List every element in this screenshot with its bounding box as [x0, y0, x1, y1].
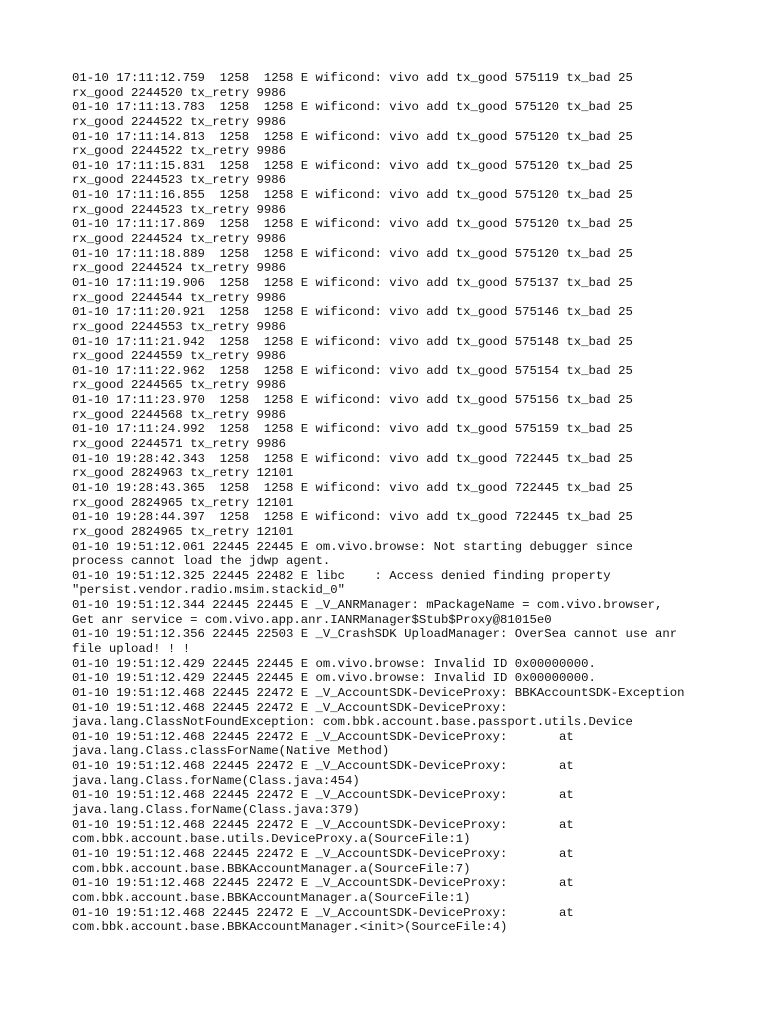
log-line: 01-10 19:51:12.468 22445 22472 E _V_AccountSDK-DeviceProxy:: [72, 700, 508, 715]
log-line: 01-10 19:51:12.468 22445 22472 E _V_AccountSDK-DeviceProxy: at: [72, 759, 574, 774]
log-line: 01-10 19:51:12.468 22445 22472 E _V_AccountSDK-DeviceProxy: at: [72, 817, 574, 832]
log-line: 01-10 17:11:20.921 1258 1258 E wificond: vivo add tx_good 575146 tx_bad 25: [72, 305, 633, 320]
log-line: rx_good 2824965 tx_retry 12101: [72, 495, 294, 510]
log-line: 01-10 17:11:23.970 1258 1258 E wificond: vivo add tx_good 575156 tx_bad 25: [72, 393, 633, 408]
log-line: com.bbk.account.base.BBKAccountManager.a(SourceFile:7): [72, 861, 471, 876]
log-line: 01-10 19:28:43.365 1258 1258 E wificond: vivo add tx_good 722445 tx_bad 25: [72, 480, 633, 495]
log-line: 01-10 19:51:12.468 22445 22472 E _V_AccountSDK-DeviceProxy: at: [72, 729, 574, 744]
log-line: rx_good 2244524 tx_retry 9986: [72, 232, 287, 247]
log-line: 01-10 19:51:12.468 22445 22472 E _V_AccountSDK-DeviceProxy: at: [72, 788, 574, 803]
log-line: 01-10 19:51:12.061 22445 22445 E om.vivo.browse: Not starting debugger since: [72, 539, 633, 554]
log-line: 01-10 17:11:14.813 1258 1258 E wificond: vivo add tx_good 575120 tx_bad 25: [72, 129, 633, 144]
log-line: java.lang.ClassNotFoundException: com.bbk.account.base.passport.utils.Device: [72, 715, 633, 730]
log-line: Get anr service = com.vivo.app.anr.IANRManager$Stub$Proxy@81015e0: [72, 612, 552, 627]
log-line: 01-10 17:11:16.855 1258 1258 E wificond: vivo add tx_good 575120 tx_bad 25: [72, 188, 633, 203]
log-line: 01-10 19:51:12.468 22445 22472 E _V_AccountSDK-DeviceProxy: at: [72, 905, 574, 920]
log-line: rx_good 2244524 tx_retry 9986: [72, 261, 287, 276]
log-line: 01-10 19:51:12.468 22445 22472 E _V_AccountSDK-DeviceProxy: at: [72, 846, 574, 861]
log-line: 01-10 19:51:12.429 22445 22445 E om.vivo.browse: Invalid ID 0x00000000.: [72, 656, 596, 671]
log-line: rx_good 2824965 tx_retry 12101: [72, 524, 294, 539]
log-line: rx_good 2244522 tx_retry 9986: [72, 144, 287, 159]
log-line: 01-10 17:11:13.783 1258 1258 E wificond: vivo add tx_good 575120 tx_bad 25: [72, 100, 633, 115]
log-line: rx_good 2244520 tx_retry 9986: [72, 85, 287, 100]
log-line: rx_good 2824963 tx_retry 12101: [72, 466, 294, 481]
log-line: 01-10 19:28:44.397 1258 1258 E wificond: vivo add tx_good 722445 tx_bad 25: [72, 510, 633, 525]
log-line: 01-10 17:11:18.889 1258 1258 E wificond: vivo add tx_good 575120 tx_bad 25: [72, 246, 633, 261]
log-line: "persist.vendor.radio.msim.stackid_0": [72, 583, 346, 598]
log-line: 01-10 17:11:19.906 1258 1258 E wificond: vivo add tx_good 575137 tx_bad 25: [72, 275, 633, 290]
log-line: rx_good 2244523 tx_retry 9986: [72, 173, 287, 188]
log-line: rx_good 2244568 tx_retry 9986: [72, 407, 287, 422]
log-line: java.lang.Class.classForName(Native Method): [72, 744, 390, 759]
log-line: process cannot load the jdwp agent.: [72, 554, 331, 569]
log-line: 01-10 19:51:12.325 22445 22482 E libc : Access denied finding property: [72, 568, 611, 583]
log-line: java.lang.Class.forName(Class.java:379): [72, 803, 360, 818]
log-line: file upload! ! !: [72, 641, 191, 656]
log-line: rx_good 2244523 tx_retry 9986: [72, 202, 287, 217]
log-line: 01-10 19:28:42.343 1258 1258 E wificond: vivo add tx_good 722445 tx_bad 25: [72, 451, 633, 466]
log-line: 01-10 17:11:21.942 1258 1258 E wificond: vivo add tx_good 575148 tx_bad 25: [72, 334, 633, 349]
log-line: 01-10 19:51:12.468 22445 22472 E _V_AccountSDK-DeviceProxy: BBKAccountSDK-Exception: [72, 685, 685, 700]
log-line: 01-10 19:51:12.356 22445 22503 E _V_CrashSDK UploadManager: OverSea cannot use anr: [72, 627, 678, 642]
log-line: 01-10 17:11:22.962 1258 1258 E wificond: vivo add tx_good 575154 tx_bad 25: [72, 363, 633, 378]
log-line: 01-10 19:51:12.429 22445 22445 E om.vivo.browse: Invalid ID 0x00000000.: [72, 671, 596, 686]
log-line: 01-10 17:11:17.869 1258 1258 E wificond: vivo add tx_good 575120 tx_bad 25: [72, 217, 633, 232]
log-line: rx_good 2244544 tx_retry 9986: [72, 290, 287, 305]
log-line: 01-10 17:11:24.992 1258 1258 E wificond: vivo add tx_good 575159 tx_bad 25: [72, 422, 633, 437]
log-line: com.bbk.account.base.BBKAccountManager.<init>(SourceFile:4): [72, 920, 508, 935]
log-line: 01-10 17:11:15.831 1258 1258 E wificond: vivo add tx_good 575120 tx_bad 25: [72, 158, 633, 173]
log-text-block: [72, 71, 732, 935]
log-line: rx_good 2244522 tx_retry 9986: [72, 114, 287, 129]
log-line: rx_good 2244559 tx_retry 9986: [72, 349, 287, 364]
log-line: rx_good 2244565 tx_retry 9986: [72, 378, 287, 393]
log-line: rx_good 2244553 tx_retry 9986: [72, 319, 287, 334]
log-line: com.bbk.account.base.BBKAccountManager.a(SourceFile:1): [72, 890, 471, 905]
log-line: 01-10 17:11:12.759 1258 1258 E wificond: vivo add tx_good 575119 tx_bad 25: [72, 71, 633, 85]
log-line: 01-10 19:51:12.468 22445 22472 E _V_AccountSDK-DeviceProxy: at: [72, 876, 574, 891]
log-line: rx_good 2244571 tx_retry 9986: [72, 437, 287, 452]
log-line: 01-10 19:51:12.344 22445 22445 E _V_ANRManager: mPackageName = com.vivo.browser,: [72, 598, 663, 613]
log-line: com.bbk.account.base.utils.DeviceProxy.a(SourceFile:1): [72, 832, 471, 847]
log-line: java.lang.Class.forName(Class.java:454): [72, 773, 360, 788]
